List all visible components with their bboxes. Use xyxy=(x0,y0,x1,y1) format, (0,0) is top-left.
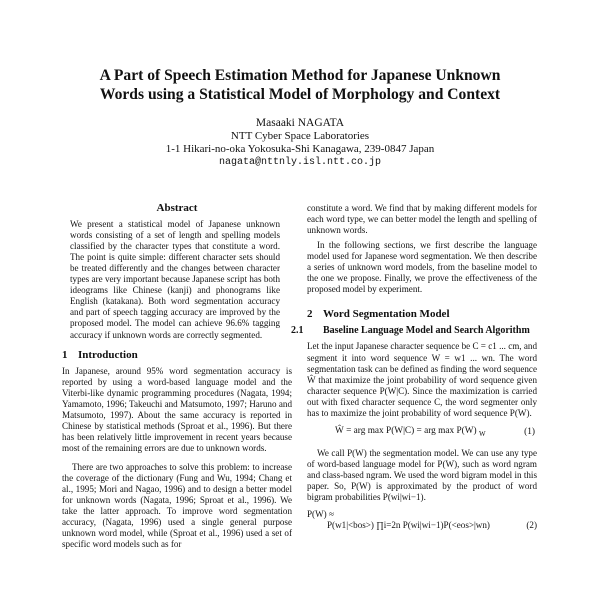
equation-1-label: (1) xyxy=(524,427,535,438)
abstract-heading: Abstract xyxy=(156,202,198,214)
subsection-heading xyxy=(291,325,537,337)
intro-paragraph-1: In Japanese, around 95% word segmentation accuracy is reported by using a word-based language model and the Viterbi-like dynamic programming procedures (Nagata, 1994; Yamamoto, 1996; Takeuchi and Matsumoto, 1997; Haruno and Matsumoto, 1997). About the same accuracy is reported in Chinese by statistical methods (Sproat et al., 1996). But there has been relatively little improvement in recent years because most of the remaining errors are due to unknown words. xyxy=(62,365,292,453)
section-title: Introduction xyxy=(78,348,138,361)
equation-1-body: Ŵ = arg max P(W|C) = arg max P(W) xyxy=(335,425,477,436)
section2-paragraph-2: We call P(W) the segmentation model. We can use any type of word-based language model for P(W), such as word ngram and class-based ngram. We used the word bigram model in this paper. So, P(W) is approximated by the product of word bigram probabilities P(wi|wi−1). xyxy=(307,447,537,502)
section-title: Word Segmentation Model xyxy=(323,308,450,321)
right-column xyxy=(291,203,537,531)
intro-paragraph-continued: constitute a word. We find that by making different models for each word type, we can better model the length and spelling of unknown words. xyxy=(307,203,537,236)
paper-title xyxy=(40,66,560,104)
section-heading-word-segmentation xyxy=(307,309,537,320)
section2-paragraph-1: Let the input Japanese character sequence be C = c1 ... cm, and segment it into word sequence W = w1 ... wn. The word segmentation task can be defined as finding the word sequence Ŵ that maximize the joint probability of word sequence given character sequence P(W|C). Since the maximization is carried out with fixed character sequence C, the word segmenter only has to maximize the joint probability of word sequence P(W). xyxy=(307,341,537,418)
title-line-2: Words using a Statistical Model of Morphology and Context xyxy=(99,86,501,103)
section-number: 2 xyxy=(307,308,313,321)
title-line-1: A Part of Speech Estimation Method for Japanese Unknown xyxy=(99,67,501,84)
equation-2 xyxy=(307,509,537,531)
author-name: Masaaki NAGATA xyxy=(255,117,345,129)
author-address: 1-1 Hikari-no-oka Yokosuka-Shi Kanagawa, 239-0847 Japan xyxy=(165,143,435,155)
subsection-number: 2.1 xyxy=(291,325,304,337)
abstract-text: We present a statistical model of Japanese unknown words consisting of a set of length and spelling models classified by the character types that constitute a word. The point is quite simple: different character sets should be treated differently and the changes between character types are very important because Japanese script has both ideograms like Chinese (kanji) and phonograms like English (katakana). Both word segmentation accuracy and part of speech tagging accuracy are improved by the proposed model. The model can achieve 96.6% tagging accuracy if unknown words are correctly segmented. xyxy=(70,219,280,340)
intro-paragraph-3: In the following sections, we first describe the language model used for Japanese word segmentation. We then describe a series of unknown word models, from the baseline model to the one we propose. Finally, we prove the effectiveness of the proposed model by experiment. xyxy=(307,240,537,295)
intro-paragraph-2: There are two approaches to solve this problem: to increase the coverage of the dictionary (Fung and Wu, 1994; Chang et al., 1995; Mori and Nagao, 1996) and to design a better model for unknown words (Nagata, 1996; Sproat et al., 1996). We take the latter approach. To improve word segmentation accuracy, (Nagata, 1996) used a single general purpose unknown word model, while (Sproat et al., 1996) used a set of specific word models such as for xyxy=(62,461,292,550)
equation-1 xyxy=(307,426,537,440)
author-email: nagata@nttnly.isl.ntt.co.jp xyxy=(218,157,382,168)
author-block xyxy=(40,117,560,169)
equation-2-line-1: P(W) ≈ xyxy=(307,508,334,519)
subsection-title: Baseline Language Model and Search Algorithm xyxy=(323,325,530,337)
equation-2-line-2: P(w1|<bos>) ∏i=2n P(wi|wi−1)P(<eos>|wn) xyxy=(327,519,490,530)
author-affiliation: NTT Cyber Space Laboratories xyxy=(230,130,370,142)
section-number: 1 xyxy=(62,348,68,361)
equation-2-label: (2) xyxy=(526,519,537,530)
equation-1-subscript: W xyxy=(478,429,486,438)
left-column xyxy=(62,203,292,550)
section-heading-introduction xyxy=(62,350,292,361)
